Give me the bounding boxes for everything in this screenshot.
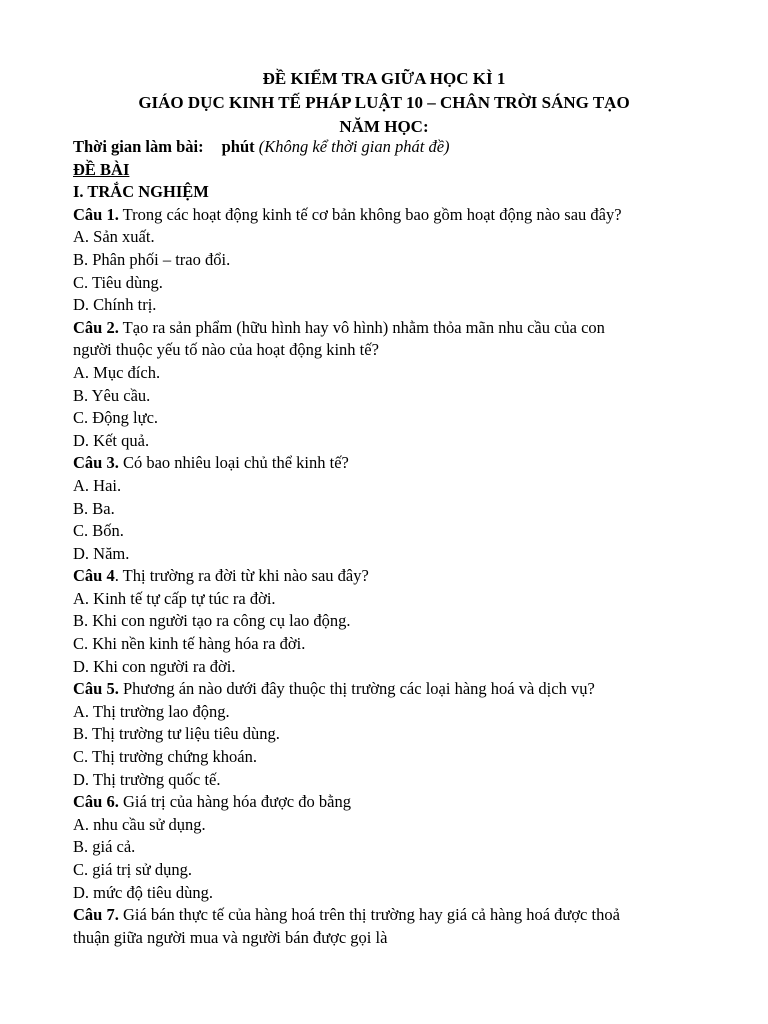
question-text: Tạo ra sản phẩm (hữu hình hay vô hình) nhằm thỏa mãn nhu cầu của con <box>118 317 605 337</box>
time-line <box>73 136 693 159</box>
answer-option: C. Thị trường chứng khoán. <box>73 747 257 767</box>
question-text-line <box>73 339 693 362</box>
answer-option: C. Khi nền kinh tế hàng hóa ra đời. <box>73 634 306 654</box>
answer-option: A. nhu cầu sử dụng. <box>73 814 206 834</box>
answer-option: D. mức độ tiêu dùng. <box>73 882 214 902</box>
answer-option: B. Yêu cầu. <box>73 385 151 405</box>
answer-option: A. Kinh tế tự cấp tự túc ra đời. <box>73 588 276 608</box>
answer-option: A. Mục đích. <box>73 362 161 382</box>
school-year: NĂM HỌC: <box>339 117 429 136</box>
answer-option: B. Ba. <box>73 498 115 518</box>
answer-option: C. Tiêu dùng. <box>73 272 163 292</box>
answer-option: B. Khi con người tạo ra công cụ lao động. <box>73 611 351 631</box>
question-text-line <box>73 927 693 950</box>
question-4 <box>73 565 693 678</box>
answer-option: B. Phân phối – trao đổi. <box>73 249 231 269</box>
answer-option: A. Thị trường lao động. <box>73 701 230 721</box>
question-label: Câu 5. <box>73 679 119 699</box>
document-header <box>0 67 768 139</box>
time-note: (Không kể thời gian phát đề) <box>258 137 450 156</box>
answer-option: C. giá trị sử dụng. <box>73 860 192 879</box>
subject-title: GIÁO DỤC KINH TẾ PHÁP LUẬT 10 – CHÂN TRỜI SÁNG TẠO <box>138 93 630 112</box>
question-text: Phương án nào dưới đây thuộc thị trường các loại hàng hoá và dịch vụ? <box>118 679 595 699</box>
question-text-line <box>73 678 693 701</box>
question-text: Trong các hoạt động kinh tế cơ bản không bao gồm hoạt động nào sau đây? <box>118 204 622 224</box>
answer-option: D. Thị trường quốc tế. <box>73 769 221 789</box>
exam-title: ĐỀ KIỂM TRA GIỮA HỌC KÌ 1 <box>262 69 506 88</box>
question-label: Câu 2. <box>73 317 119 337</box>
question-text: Có bao nhiêu loại chủ thể kinh tế? <box>118 453 349 473</box>
question-text-line <box>73 452 693 475</box>
question-list <box>73 204 693 950</box>
question-text: Giá bán thực tế của hàng hoá trên thị trường hay giá cả hàng hoá được thoả <box>118 905 620 925</box>
question-label: Câu 3. <box>73 453 119 473</box>
time-label: Thời gian làm bài: <box>73 137 204 156</box>
document-body <box>73 136 693 949</box>
question-label: Câu 1. <box>73 204 119 224</box>
question-text-line <box>73 565 693 588</box>
answer-option: B. giá cả. <box>73 837 136 857</box>
question-text: người thuộc yếu tố nào của hoạt động kinh tế? <box>73 340 379 360</box>
answer-option: A. Sản xuất. <box>73 227 155 247</box>
question-label: Câu 7. <box>73 905 119 925</box>
question-text-line <box>73 904 693 927</box>
question-7 <box>73 904 693 949</box>
answer-option: D. Khi con người ra đời. <box>73 656 236 676</box>
answer-option: B. Thị trường tư liệu tiêu dùng. <box>73 724 280 744</box>
answer-option: A. Hai. <box>73 475 122 495</box>
answer-option: D. Chính trị. <box>73 295 157 315</box>
answer-option: D. Năm. <box>73 543 130 563</box>
question-label: Câu 6. <box>73 792 119 812</box>
question-5 <box>73 678 693 791</box>
section-trac-nghiem: I. TRẮC NGHIỆM <box>73 182 209 202</box>
question-text-line <box>73 204 693 227</box>
question-3 <box>73 452 693 565</box>
question-6 <box>73 791 693 904</box>
question-1 <box>73 204 693 317</box>
answer-option: D. Kết quả. <box>73 430 150 450</box>
answer-option: C. Động lực. <box>73 408 159 428</box>
time-unit: phút <box>221 137 255 156</box>
answer-option: C. Bốn. <box>73 521 124 541</box>
question-text-line <box>73 317 693 340</box>
section-de-bai: ĐỀ BÀI <box>73 159 130 179</box>
question-text-line <box>73 791 693 814</box>
question-2 <box>73 317 693 453</box>
question-text: Giá trị của hàng hóa được đo bằng <box>118 792 351 812</box>
question-text: thuận giữa người mua và người bán được gọi là <box>73 927 388 947</box>
question-label: Câu 4 <box>73 566 115 586</box>
question-text: . Thị trường ra đời từ khi nào sau đây? <box>114 566 369 586</box>
